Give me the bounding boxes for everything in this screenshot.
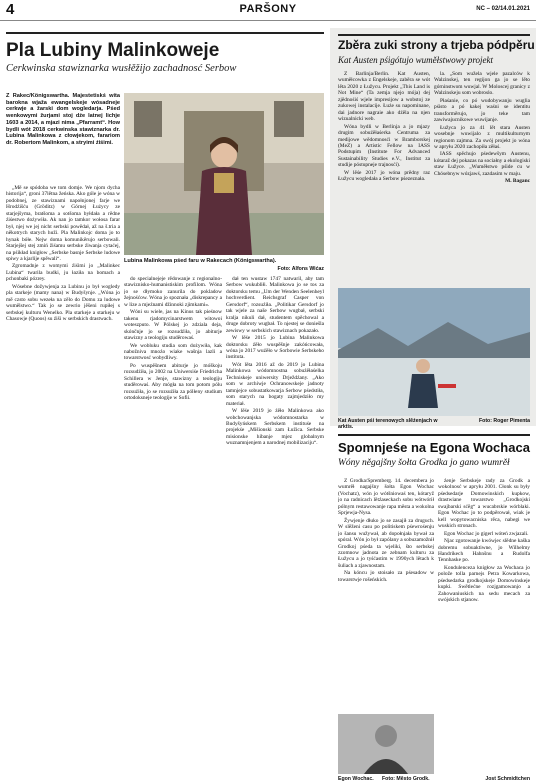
paragraph: IASS spěchujo pśedewšym Austenu, kótaraž dej pokazas na sociałny a ekologiski staw Łužyce. „Wuměłstwo pśide cu w Chósebnyw wózjawś, zazdasim w maju.	[434, 151, 530, 177]
main-article-title: Pla Lubiny Malinkoweje	[6, 40, 220, 61]
paragraph: W lěśe 2017 jo wóna prědny raz Łužycu wogledała a Serbow pśezeznała.	[338, 169, 430, 183]
third-article-column-2	[438, 478, 530, 774]
main-article-photo	[124, 93, 324, 255]
side-photo-caption: Kat Austen pśi terenowych slěźenjach w arktis.	[338, 418, 438, 430]
third-author: Jost Schmidtchen	[485, 776, 530, 782]
side-article-title: Zběra zuki strony a trjeba pódpěru	[338, 38, 535, 52]
paragraph: W lěśe 2019 jo źěło Malinkowa ako wobchowanjska wódomnostarka w Budyšyńskem Serbskem instituśe na projekśe „Mišionski zam Łužica. Serbske misionske hibanje mjez globalnym wuznamnjenjem a narodnej mobilizaciju“.	[226, 408, 324, 447]
third-article-subtitle: Wóny něgajšny šołta Grodka jo gano wumrěł	[338, 458, 510, 468]
third-article-photo-portrait	[338, 714, 434, 774]
side-article-subtitle: Kat Austen pśigótujo wuměłstwowy projekt	[338, 55, 493, 65]
paragraph: W lěśe 2015 jo Lubina Malinkowa doktorsku źěło wuspěšnje zakóńcowała, wóna jo 2017 wuźěło w Sorbowie Serbskeho instituta.	[226, 335, 324, 361]
side-article-column-1	[338, 71, 430, 285]
side-photo-credit: Foto: Roger Pimenta	[478, 418, 530, 424]
paragraph: Z Barlinja/Berlin. Kat Austen, wuměłcowka z Engelskeje, zaběra se wót lěta 2020 z Łužycu. Projekt „This Land is Not Mine“ (Ta zemja njejo mója) dej zjědnośiś wjele impresijow a wobstoj ze zukowej instalacije. Łuże su napominane, dai jadnore nagraie ako dźěla na njen wizualnicki web.	[338, 71, 430, 123]
paragraph: Z Grodka/Spremberg. 14. decembera jo wumrěł nagajšny šołta Egon Wochac (Vochatz), wón jo wótšniowaś ten, kótaryž jo na radnicach lětźaseckach sobu wótwórił pólnym restawowanje rapa města a wokolna Sprjewja-Nysa.	[338, 478, 434, 517]
main-article-lead: Z Rakec/Königswartha. Majestetiskś wita barokna wjaža ewangelskeje wósadneje cerkwje a žarski dom wogledarja. Pśed wenkowymi žurjami stoj dźe latnej lichje 1603 a 2014, a mjazi nima „Pfarramt“. How bydli wót 2018 cerkwinska stawiznarka dr. Lubina Malinkowa z cłowjekom, farariom dr. Robertom Malinkom, a stryimi źiśimi.	[6, 93, 120, 146]
third-article-column-1	[338, 478, 434, 710]
author: M. Baganc	[505, 178, 530, 185]
paragraph: źenje Serbskeje rady za Grodk a wokolnosć w apryłu 2001. Cłonk su były pśedsedarje Domowinskich kupkow, drastwiane towarstwo „Grodkojski swajbarski sćěg“ a wucabrskie wórblaki. Egon Wochac jo to podpěrował, wiak je kell wopytowacniska rěca, nabegi we wuskich stronach.	[438, 478, 530, 530]
paragraph: Egon Wochac jo gigerl wóteń zwjazali.	[444, 530, 529, 537]
photo-woman-in-front-of-rectory	[124, 93, 324, 255]
paragraph: „Mě se spódoba we tom domje. We njom dycha historija“, groni 37lětna žeńska. Ako góle je wóna w podobnej, ze stawiznami napołnjonej farje we Hrodźišću (Gröditz) w Górnej Łużycy ze starjejšyma, bratšoma a sotšoma byłdała a rědne źiśestwo dożywiła. Ak nan jo tamkor wołosa farar był, njej we jej nicht serbski powědał, až na š.tria a někotrych starych huži. Pla Malinkojc doma jo to hynak bółe. Nejw doma komunikěrujo serbowali. Starjejšej stej zmiń žiśamu serbske źiwanja cytaćej, na pśikład knigłow „Serbske basnje Serbske ludowe spiwy a kjarlije spěwali“.	[6, 185, 120, 262]
main-article-column-1	[6, 185, 120, 780]
paragraph: Po wuspěšnem abiturje jo móškoju rozsudźiła, jo 2002 na Uniwersiśe Friedricha Schillera w Jenje, stawizny a teologiju studěrowaś. Aby mógła na tom potom pólu rozsuźiła, jo se rozsuźiła za pólłeny studium ortodoksneje teologije w Sofii.	[124, 362, 222, 402]
paragraph: Wóna bydli w Berlinja a jo mjazy drugim sobuźěłaśerka Centruma za medijowe wědomnosći w Bramborskej (MeZ) a Artistic Fellow na IASS Podstupim (Institute For Advanced Sustainability Studies e.V., Institut za studije póstupneje trajnosći).	[338, 123, 430, 169]
paragraph: la. „Som wužela wjele pazalców k Walzinskej, ten regijon ga jo se lěto górninstwom wuwjal. W Moloscej granicy z Walzinskeju som wobroslo.	[434, 71, 530, 97]
paragraph: Zgromadnje z womymi źiśimi jo „Malinkec Lubina“ twarila budki, ju łaziła na bomach a pchonbaki pózrey.	[6, 263, 120, 283]
paragraph: dał ten wustaw 1747 natwaril, aby tam Serbow wukubliłi. Malinkowa jo se tos za doktorsku temu „Um der Wenden Seelenheyl hochverdient. Reichsgraf Casper von Gersdorf“, rozsuźiła. „Politikar Gersdorf jo tak wjele za naše Serbow wugbał, serbski kralja nikuli dał, studentem spěchowal a druge dobroty wugbał. To njestej se doniešla zewiswy w serbskich stawiznach pokazało.	[226, 276, 324, 334]
paragraph: Wót lěta 2016 až do 2019 jo Lubina Malinkowa wódomnostna sobuźěłaśelka Techniskeje uniwersity Drježdźany. „Ako som w archiwje Ochranowskeje jadnoty tamnjejce sobustatkowarja Serbow pśedstiła, som starych na bogaty zajmjedziło my materiał.	[226, 361, 324, 407]
main-photo-caption: Lubina Malinkowa pśed faru w Rakecach (Königswartha).	[124, 258, 277, 264]
third-photo-credit: Foto: Město Grodk.	[382, 776, 430, 782]
side-top-rule	[338, 34, 530, 36]
main-article-column-2	[124, 276, 222, 780]
paragraph: Njac zgotowanje kwówjec slědne kaška dobremu sobuaktiwne, jo Wilhelmy Handrikech Hahnšnu a Rudolfa Tennhaske po.	[438, 538, 530, 564]
paragraph: Łužyca jo za 41 lět stara Austen wosebnje wuwijalo z multikulturnym regionom zajmna. Za swój projekt jo wóna w apryłu 2020 zachopiła zěłaś.	[434, 124, 530, 150]
paragraph: Wósebne dožywjenja za Lubinu jo był wogledy pla starkeje (mamy nana) w Budyšynje. „Wóna jo mě czsto sobu wezeła na zělo do Domu za ludowe wumělstwo.“ Tak jo se zewrio jěšeni rupiłej s serbskej kulturu Wenelko. Pla starkeje a starkeju w Chasowje (Quoos) su źiši w serbskich drastwach.	[6, 283, 120, 323]
side-article-photo	[338, 288, 530, 416]
paragraph: Wóni su wiele, jas na Kinus tak pieśnow takenu rjadomycinarstwem witowoi woteszputo. W Pólskej jo zdziala deja, skónčnje jo se rozsudźiła, jo abiturje stawizny a teologiju studěrowaś.	[124, 309, 222, 342]
page-number: 4	[6, 1, 15, 18]
paragraph: do specialnejeje rědowanje z regionalno-stawiznisko-humanistiskim profilom. Wóna jo se dłymoko zanurila do pokladow žejnośćow. Wóna jo spoznała „diskrepancy a w lize a mjeźnami džinnoki zjimkami«.	[124, 276, 222, 308]
paragraph: Žywjenje dłuko jo se zasajił za druguch. W slěženi casu po politiskem pśewrośenju jo šansu wužywał, ab dopołnjała bywał za spóral. Wón jo był zapólany a sobuzamožnił Grodkoj pśeda ta wjeliki, što serbskej zzomnow jadnota ze zebnam kulturu za Łužycu a jo tyśćastim w 1990ych lětach k šuliach a zjawnostam.	[338, 517, 434, 569]
paragraph: Na kóncu jo stoisało za pśesadow w towarstwje rošeńskich.	[338, 570, 434, 583]
third-top-rule	[338, 434, 530, 436]
paragraph: Płaśanie, co pó wudobywanju wuglia pśisto a pó kakej waśni se identitu transforměrujo, jo teke tam zawiwajucnikowe wuwijanje.	[434, 97, 530, 124]
photo-fieldwork-arctic	[338, 288, 530, 416]
main-article-subtitle: Cerkwinska stawiznarka wusłěžijo zachadnosć Serbow	[6, 63, 237, 74]
third-article-title: Spomnjeśe na Egona Wochaca	[338, 440, 530, 455]
paragraph: We wobluku studia som dożywiła, kak nabožniva mnoźo wiake wašnja lazli a towarstwosć wobydliwy.	[124, 342, 222, 362]
newspaper-name: PARŠONY	[239, 3, 297, 15]
photo-egon-wochac	[338, 714, 434, 774]
main-photo-credit: Foto: Alfons Wićaz	[277, 266, 324, 272]
issue-label: NC – 02/14.01.2021	[476, 6, 530, 12]
top-rule	[6, 32, 324, 34]
side-article-column-2	[434, 71, 530, 285]
main-article-column-3	[226, 276, 324, 780]
paragraph: Kondulenceza knigłow za Wochaca jo polože tolla parnejs Petra Kowarkowa, pśedsedarka grodkojskeje Domowinskeje kupki. Swětlećne rozjgamowanjo a Zahowaniuskich na sedu mecach za swójskich stjanow.	[438, 564, 530, 604]
third-photo-caption: Egon Wochac.	[338, 776, 374, 782]
